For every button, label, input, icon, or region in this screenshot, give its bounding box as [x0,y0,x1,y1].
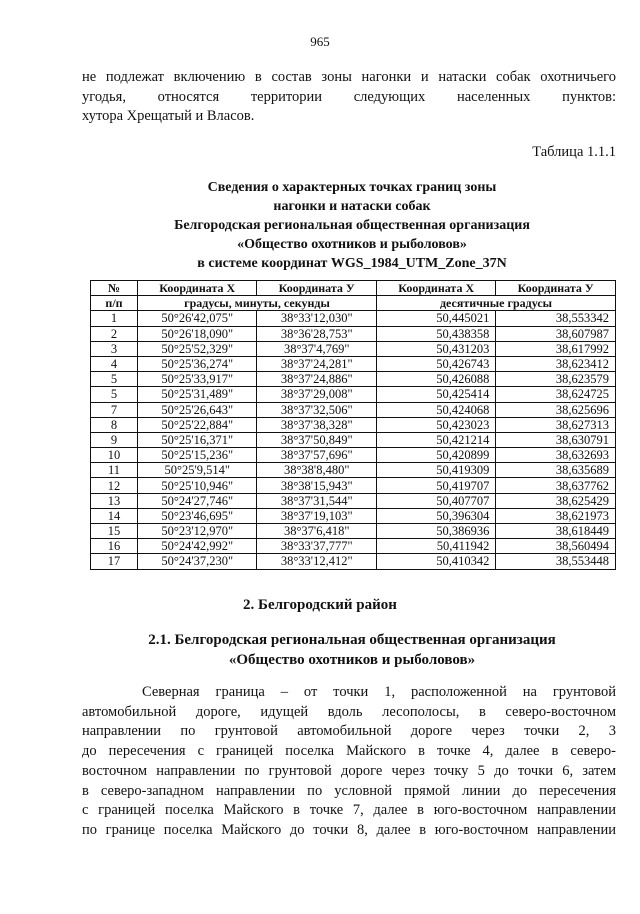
coord-y-dms-cell: 38°37'19,103" [257,508,377,523]
body-line: до пересечения с границей поселка Майского в точке 4, далее в северо- [82,743,616,760]
coord-x-dec-cell: 50,410342 [376,554,495,569]
table-row [91,493,616,508]
point-number-cell: 1 [91,311,138,326]
coord-x-dec-cell: 50,396304 [376,508,495,523]
intro-line: хутора Хрещатый и Власов. [82,108,255,124]
coord-x-dms-cell: 50°25'10,946" [138,478,257,493]
table-row [91,326,616,341]
table-label: Таблица 1.1.1 [532,144,616,160]
body-line: восточном направлении по грунтовой дороге через точку 5 до точки 6, затем [82,762,616,779]
coord-y-dec-cell: 38,560494 [496,539,616,554]
coord-x-dms-cell: 50°25'15,236" [138,448,257,463]
coordinates-table-body [91,311,616,569]
heading-line: «Общество охотников и рыболовов» [237,237,467,252]
coord-y-dms-cell: 38°37'50,849" [257,432,377,447]
coord-y-dec-cell: 38,625429 [496,493,616,508]
header-num-top: № [91,281,138,296]
body-line: по границе поселка Майского до точки 8, далее в юго-восточном направлении [82,821,616,838]
header-coord-x-dec: Координата X [376,281,495,296]
coord-y-dms-cell: 38°36'28,753" [257,326,377,341]
coord-x-dms-cell: 50°23'12,970" [138,524,257,539]
table-row [91,508,616,523]
coord-y-dec-cell: 38,617992 [496,341,616,356]
heading-line: Сведения о характерных точках границ зоны [207,180,497,195]
table-row [91,402,616,417]
intro-line: угодья, относятся территории следующих населенных пунктов: [82,88,616,105]
coord-x-dec-cell: 50,426743 [376,356,495,371]
coord-y-dms-cell: 38°38'8,480" [257,463,377,478]
body-line: Северная граница – от точки 1, расположенной на грунтовой [142,684,616,700]
header-dms-group: градусы, минуты, секунды [138,296,377,311]
coord-y-dec-cell: 38,630791 [496,432,616,447]
heading-line: Белгородская региональная общественная организация [174,218,530,233]
table-row [91,448,616,463]
coord-y-dms-cell: 38°37'24,281" [257,356,377,371]
coord-x-dms-cell: 50°25'36,274" [138,356,257,371]
boundary-description [82,683,616,841]
coord-y-dms-cell: 38°37'32,506" [257,402,377,417]
coord-y-dms-cell: 38°37'4,769" [257,341,377,356]
header-num-bottom: п/п [91,296,138,311]
coord-y-dms-cell: 38°33'12,412" [257,554,377,569]
coord-y-dec-cell: 38,623579 [496,372,616,387]
coord-x-dec-cell: 50,424068 [376,402,495,417]
coord-y-dms-cell: 38°38'15,943" [257,478,377,493]
coord-x-dms-cell: 50°23'46,695" [138,508,257,523]
coord-x-dec-cell: 50,421214 [376,432,495,447]
coord-y-dec-cell: 38,635689 [496,463,616,478]
coord-x-dms-cell: 50°25'26,643" [138,402,257,417]
section-title: 2. Белгородский район [243,597,397,613]
coord-y-dec-cell: 38,623412 [496,356,616,371]
table-row [91,554,616,569]
coord-x-dms-cell: 50°25'16,371" [138,432,257,447]
point-number-cell: 16 [91,539,138,554]
coord-y-dms-cell: 38°37'24,886" [257,372,377,387]
coord-y-dms-cell: 38°37'29,008" [257,387,377,402]
point-number-cell: 10 [91,448,138,463]
coord-x-dms-cell: 50°24'27,746" [138,493,257,508]
header-coord-y-dec: Координата У [496,281,616,296]
body-line: в северо-западном направлении по условной прямой линии до пересечения [82,782,616,799]
coord-y-dec-cell: 38,618449 [496,524,616,539]
coord-x-dec-cell: 50,431203 [376,341,495,356]
point-number-cell: 13 [91,493,138,508]
table-row [91,417,616,432]
coord-y-dec-cell: 38,621973 [496,508,616,523]
subheading-line: «Общество охотников и рыболовов» [228,652,476,668]
heading-line: в системе координат WGS_1984_UTM_Zone_37N [197,256,507,271]
table-row [91,356,616,371]
coord-y-dec-cell: 38,607987 [496,326,616,341]
point-number-cell: 5 [91,372,138,387]
coord-x-dec-cell: 50,420899 [376,448,495,463]
coord-y-dms-cell: 38°37'31,544" [257,493,377,508]
table-row [91,387,616,402]
coord-y-dec-cell: 38,637762 [496,478,616,493]
coord-x-dec-cell: 50,438358 [376,326,495,341]
subheading-line: 2.1. Белгородская региональная общественная организация [148,632,556,648]
header-coord-y-dms: Координата У [257,281,377,296]
coord-x-dec-cell: 50,445021 [376,311,495,326]
coord-x-dec-cell: 50,411942 [376,539,495,554]
coord-y-dms-cell: 38°33'12,030" [257,311,377,326]
coord-y-dec-cell: 38,553342 [496,311,616,326]
point-number-cell: 8 [91,417,138,432]
point-number-cell: 7 [91,402,138,417]
header-coord-x-dms: Координата X [138,281,257,296]
body-line: с границей поселка Майского в точке 7, далее в юго-восточном направлении [82,802,616,819]
coord-x-dms-cell: 50°26'42,075" [138,311,257,326]
point-number-cell: 17 [91,554,138,569]
point-number-cell: 11 [91,463,138,478]
coord-x-dms-cell: 50°25'52,329" [138,341,257,356]
body-line: направлении по грунтовой автомобильной дороге через точки 2, 3 [82,723,616,740]
table-heading [82,178,622,273]
coord-y-dms-cell: 38°37'57,696" [257,448,377,463]
point-number-cell: 9 [91,432,138,447]
point-number-cell: 3 [91,341,138,356]
point-number-cell: 2 [91,326,138,341]
coord-x-dec-cell: 50,419309 [376,463,495,478]
point-number-cell: 14 [91,508,138,523]
coord-y-dec-cell: 38,627313 [496,417,616,432]
subsection-heading [82,630,622,670]
coord-x-dms-cell: 50°25'22,884" [138,417,257,432]
page-number: 965 [310,34,330,49]
table-row [91,341,616,356]
coord-x-dms-cell: 50°24'37,230" [138,554,257,569]
point-number-cell: 15 [91,524,138,539]
coord-y-dec-cell: 38,553448 [496,554,616,569]
coord-x-dec-cell: 50,425414 [376,387,495,402]
coord-y-dms-cell: 38°37'38,328" [257,417,377,432]
table-row [91,539,616,554]
coord-x-dms-cell: 50°25'9,514" [138,463,257,478]
point-number-cell: 12 [91,478,138,493]
coord-x-dec-cell: 50,419707 [376,478,495,493]
point-number-cell: 5 [91,387,138,402]
coord-x-dms-cell: 50°25'33,917" [138,372,257,387]
intro-paragraph [82,68,616,127]
heading-line: нагонки и натаски собак [273,199,431,214]
coord-x-dms-cell: 50°26'18,090" [138,326,257,341]
coord-x-dec-cell: 50,426088 [376,372,495,387]
coord-y-dec-cell: 38,624725 [496,387,616,402]
table-row [91,311,616,326]
table-row [91,372,616,387]
coordinates-table [90,280,616,570]
point-number-cell: 4 [91,356,138,371]
coord-y-dms-cell: 38°37'6,418" [257,524,377,539]
coord-y-dec-cell: 38,632693 [496,448,616,463]
coord-y-dms-cell: 38°33'37,777" [257,539,377,554]
coord-x-dec-cell: 50,407707 [376,493,495,508]
table-row [91,432,616,447]
coord-x-dms-cell: 50°24'42,992" [138,539,257,554]
coord-x-dec-cell: 50,423023 [376,417,495,432]
header-dec-group: десятичные градусы [376,296,615,311]
coord-y-dec-cell: 38,625696 [496,402,616,417]
table-row [91,478,616,493]
table-row [91,524,616,539]
body-line: автомобильной дороге, идущей вдоль лесополосы, в северо-восточном [82,703,616,720]
coord-x-dec-cell: 50,386936 [376,524,495,539]
intro-line: не подлежат включению в состав зоны нагонки и натаски собак охотничьего [82,69,616,85]
coord-x-dms-cell: 50°25'31,489" [138,387,257,402]
table-row [91,463,616,478]
